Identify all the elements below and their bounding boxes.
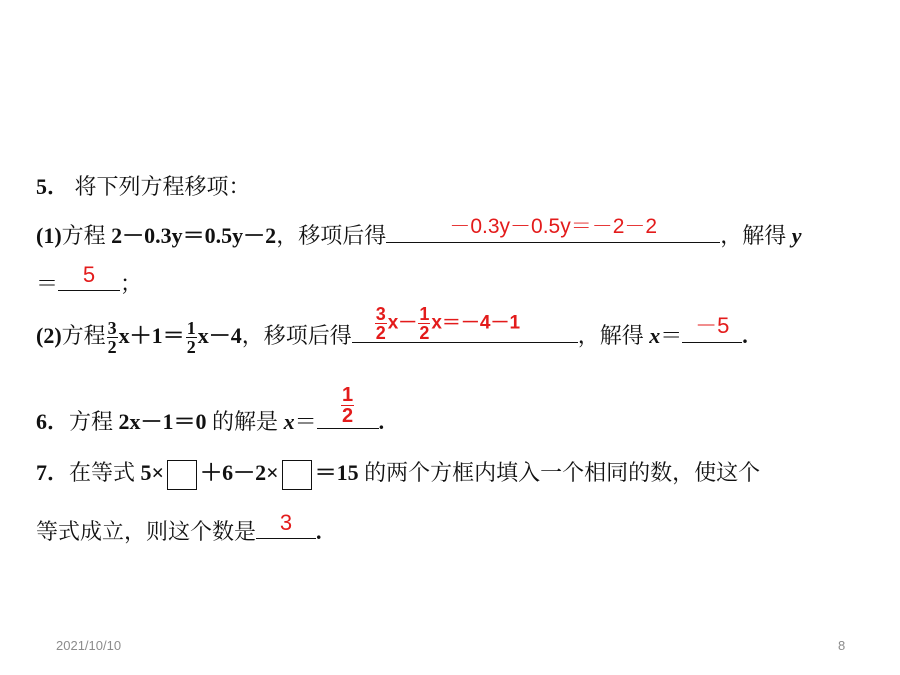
q5-part2-label: (2) xyxy=(36,323,62,348)
q5-part2-answer1: $\frac{3}{2}$ x－ $\frac{1}{2}$ x＝－4－1 xyxy=(375,304,521,343)
q7-number: 7 xyxy=(36,460,47,485)
q5-header: 5． 将下列方程移项： xyxy=(36,174,251,199)
q5-part2-frac1: $\frac{3}{2}$ xyxy=(107,318,117,358)
q5-part2-frac2: $\frac{1}{2}$ xyxy=(186,318,196,358)
q5-part1-answer1: －0.3y－0.5y＝－2－2 xyxy=(449,215,658,238)
q7-cont: 等式成立，则这个数是 3 . xyxy=(36,510,322,544)
q5-part2-answer2: －5 xyxy=(695,313,730,338)
footer-page-number: 8 xyxy=(838,638,846,653)
q6-answer: $\frac{1}{2}$ xyxy=(342,384,354,427)
q5-part1-cont: ＝ 5 ； xyxy=(36,262,143,296)
q5-part1-equation: 2－0.3y＝0.5y－2 xyxy=(111,223,277,248)
q5-part1-label: (1) xyxy=(36,223,62,248)
q5-part1-answer2: 5 xyxy=(82,262,96,287)
q7-box-1[interactable] xyxy=(167,460,197,490)
q5-number: 5 xyxy=(36,174,47,199)
q6-equation: 2x－1＝0 xyxy=(118,409,207,434)
q6-number: 6 xyxy=(36,409,47,434)
q7-box-2[interactable] xyxy=(282,460,312,490)
q5-part1-blank2[interactable] xyxy=(58,262,120,291)
footer-date: 2021/10/10 xyxy=(56,638,122,653)
q7: 7．在等式 5× ＋6－2× ＝15 的两个方框内填入一个相同的数，使这个 xyxy=(36,456,760,490)
q5-part2-blank2[interactable] xyxy=(682,313,742,343)
q5-part1-blank1[interactable] xyxy=(386,215,720,243)
q6: 6．方程 2x－1＝0 的解是 x＝ $\frac{1}{2}$ . xyxy=(36,384,385,434)
q7-answer: 3 xyxy=(279,510,293,535)
q5-part2-blank1[interactable] xyxy=(352,304,578,343)
q7-blank[interactable] xyxy=(256,510,316,539)
q6-blank[interactable] xyxy=(317,384,379,429)
q5-part2: (2)方程 $\frac{3}{2}$ x＋1＝ $\frac{1}{2}$ x－4，移项后得 $\frac{3}{2}$ x－ $\frac{1}{2}$ x＝－4－1 ，解得 x＝ －5 . xyxy=(36,304,748,358)
q5-intro: 将下列方程移项： xyxy=(74,174,251,199)
q5-part1: (1)方程 2－0.3y＝0.5y－2，移项后得 －0.3y－0.5y＝－2－2 ，解得 y xyxy=(36,218,801,250)
